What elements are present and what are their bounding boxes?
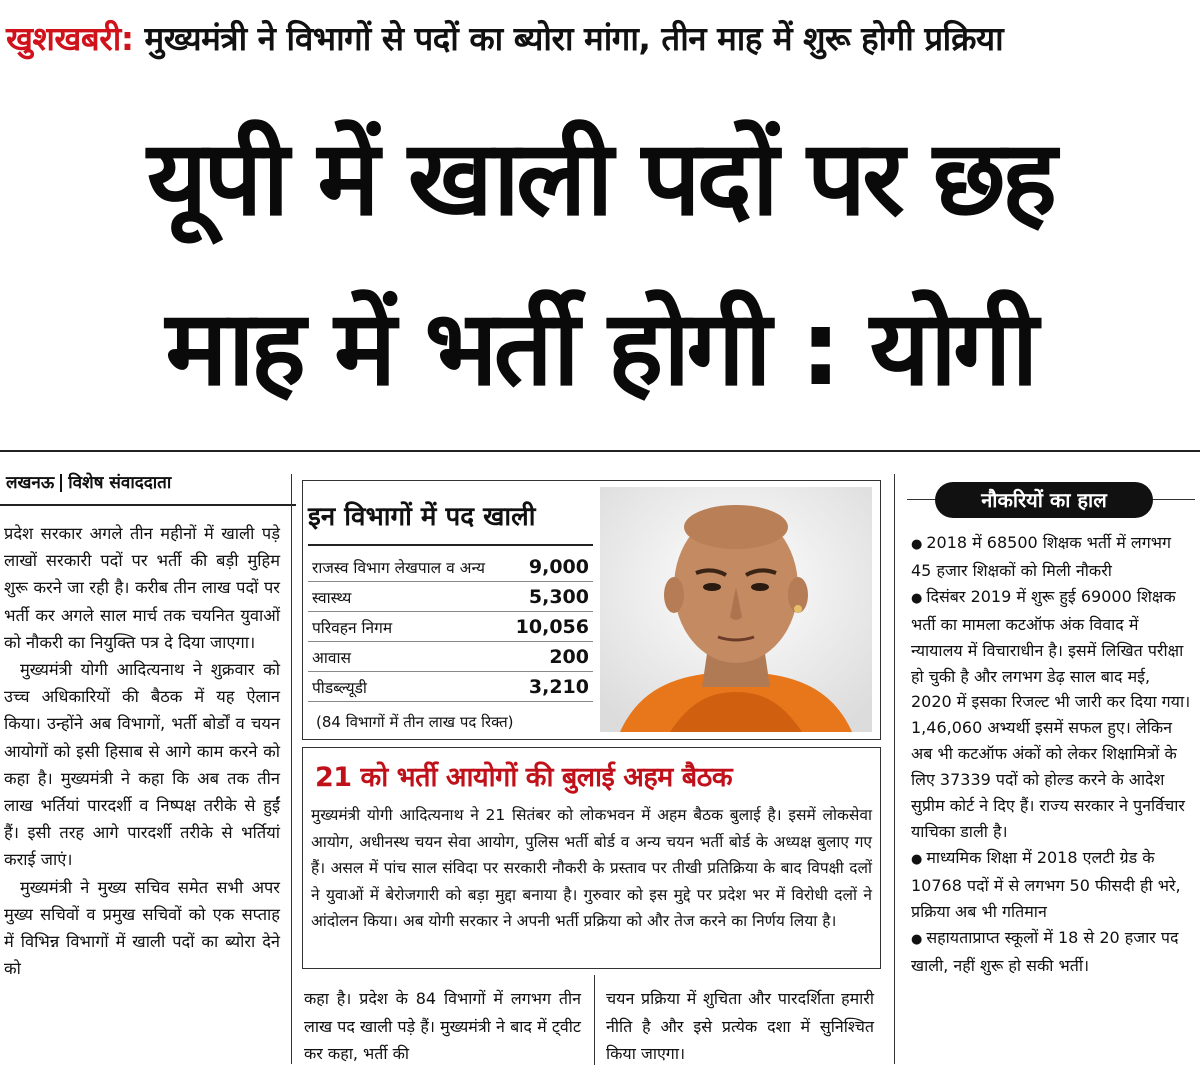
main-paragraph-2: मुख्यमंत्री योगी आदित्यनाथ ने शुक्रवार को उच्च अधिकारियों की बैठक में यह ऐलान किया। उन्होंने अब विभागों, भर्ती बोर्डों व चयन आयोगों को इसी हिसाब से आगे काम करने को कहा है। मुख्यमंत्री ने कहा कि अब तक तीन लाख भर्तियां पारदर्शी व निष्पक्ष तरीके से हुईं हैं। इसी तरह आगे पारदर्शी तरीके से भर्तियां कराई जाएं।: [4, 660, 280, 870]
vacancy-title-underline: [308, 544, 593, 546]
sidebar-title: नौकरियों का हाल: [935, 482, 1153, 518]
main-paragraph-1: प्रदेश सरकार अगले तीन महीनों में खाली पड़े लाखों सरकारी पदों पर भर्ती की बड़ी मुहिम शुरू करने जा रही है। करीब तीन लाख पदों पर भर्ती कर अगले साल मार्च तक चयनित युवाओं को नौकरी का नियुक्ति पत्र दे दिया जाएगा।: [4, 524, 280, 652]
kicker-line: [6, 14, 1196, 64]
vacancy-note: (84 विभागों में तीन लाख पद रिक्त): [316, 713, 514, 731]
sub-story-body: मुख्यमंत्री योगी आदित्यनाथ ने 21 सितंबर को लोकभवन में अहम बैठक बुलाई है। इसमें लोकसेवा आयोग, अधीनस्थ चयन सेवा आयोग, पुलिस भर्ती बोर्ड व अन्य चयन भर्ती बोर्ड के अध्यक्ष बुलाए गए हैं। असल में पांच साल संविदा पर सरकारी नौकरी के प्रस्ताव पर तीखी प्रतिक्रिया के बाद विपक्षी दलों ने युवाओं में बेरोजगारी को बड़ा मुद्दा बनाया है। गुरुवार को इस मुद्दे पर प्रदेश भर में विरोधी दलों ने आंदोलन किया। अब योगी सरकार ने अपनी भर्ती प्रक्रिया को और तेज करने का निर्णय लिया है।: [311, 806, 872, 931]
bullet-icon: ●: [911, 851, 923, 867]
vacancy-table: [308, 552, 593, 702]
list-item: [911, 845, 1191, 925]
headline-divider: [0, 450, 1200, 452]
vacancy-count: 5,300: [505, 582, 593, 612]
dept-name: परिवहन निगम: [308, 612, 505, 642]
list-item-text: सहायताप्राप्त स्कूलों में 18 से 20 हजार पद खाली, नहीं शुरू हो सकी भर्ती।: [911, 927, 1179, 975]
column-divider: [894, 474, 895, 1064]
byline-city: लखनऊ: [6, 473, 55, 493]
main-paragraph-3: मुख्यमंत्री ने मुख्य सचिव समेत सभी अपर मुख्य सचिवों व प्रमुख सचिवों को एक सप्ताह में विभिन्न विभागों में खाली पदों का ब्योरा देने को: [4, 877, 280, 979]
vacancy-count: 200: [505, 642, 593, 672]
sub-story-title: 21 को भर्ती आयोगों की बुलाई अहम बैठक: [315, 762, 733, 793]
bullet-icon: ●: [911, 537, 923, 552]
table-row: [308, 552, 593, 582]
portrait-illustration: [600, 487, 872, 732]
vacancy-count: 3,210: [505, 672, 593, 702]
main-story-column: [4, 520, 280, 982]
bullet-icon: ●: [911, 590, 923, 606]
table-row: [308, 582, 593, 612]
vacancy-box-title: इन विभागों में पद खाली: [308, 502, 536, 532]
kicker-text: मुख्यमंत्री ने विभागों से पदों का ब्योरा मांगा, तीन माह में शुरू होगी प्रक्रिया: [133, 19, 1004, 58]
main-story-continued-col2: कहा है। प्रदेश के 84 विभागों में लगभग तीन लाख पद खाली पड़े हैं। मुख्यमंत्री ने बाद में ट्वीट कर कहा, भर्ती की: [304, 989, 581, 1063]
byline-author: विशेष संवाददाता: [68, 473, 172, 493]
main-story-continued-col3: चयन प्रक्रिया में शुचिता और पारदर्शिता हमारी नीति है और इसे प्रत्येक दशा में सुनिश्चित किया जाएगा।: [606, 989, 874, 1063]
dept-name: पीडब्ल्यूडी: [308, 672, 505, 702]
table-row: [308, 672, 593, 702]
vacancy-count: 9,000: [505, 552, 593, 582]
column-divider: [291, 474, 292, 1064]
portrait-photo: [600, 487, 872, 732]
sidebar-list: [911, 530, 1191, 978]
list-item-text: दिसंबर 2019 में शुरू हुई 69000 शिक्षक भर्ती का मामला कटऑफ अंक विवाद में न्यायालय में विचाराधीन है। इसमें लिखित परीक्षा हो चुकी है और लगभग डेढ़ साल बाद मई, 2020 में इसका रिजल्ट भी जारी कर दिया गया। 1,46,060 अभ्यर्थी इसमें सफल हुए। लेकिन अब भी कटऑफ अंकों को लेकर शिक्षामित्रों के लिए 37339 पदों को होल्ड करने के आदेश सुप्रीम कोर्ट ने दिए हैं। राज्य सरकार ने पुनर्विचार याचिका डाली है।: [911, 586, 1191, 841]
headline-line-2: माह में भर्ती होगी : योगी: [165, 287, 1035, 409]
list-item-text: 2018 में 68500 शिक्षक भर्ती में लगभग 45 हजार शिक्षकों को मिली नौकरी: [911, 533, 1172, 580]
dept-name: आवास: [308, 642, 505, 672]
list-item: [911, 530, 1191, 584]
byline-divider: [0, 504, 296, 506]
vacancy-count: 10,056: [505, 612, 593, 642]
table-row: [308, 642, 593, 672]
dept-name: राजस्व विभाग लेखपाल व अन्य: [308, 552, 505, 582]
list-item: [911, 584, 1191, 845]
list-item: [911, 925, 1191, 979]
byline-separator: [60, 474, 62, 492]
bullet-icon: ●: [911, 931, 923, 947]
table-row: [308, 612, 593, 642]
column-divider: [594, 975, 595, 1065]
dept-name: स्वास्थ्य: [308, 582, 505, 612]
byline: [6, 470, 171, 493]
list-item-text: माध्यमिक शिक्षा में 2018 एलटी ग्रेड के 10768 पदों में से लगभग 50 फीसदी ही भरे, प्रक्रिया अब भी गतिमान: [911, 847, 1181, 921]
kicker-tag: खुशखबरी:: [6, 19, 134, 58]
headline-line-1: यूपी में खाली पदों पर छह: [147, 117, 1053, 239]
